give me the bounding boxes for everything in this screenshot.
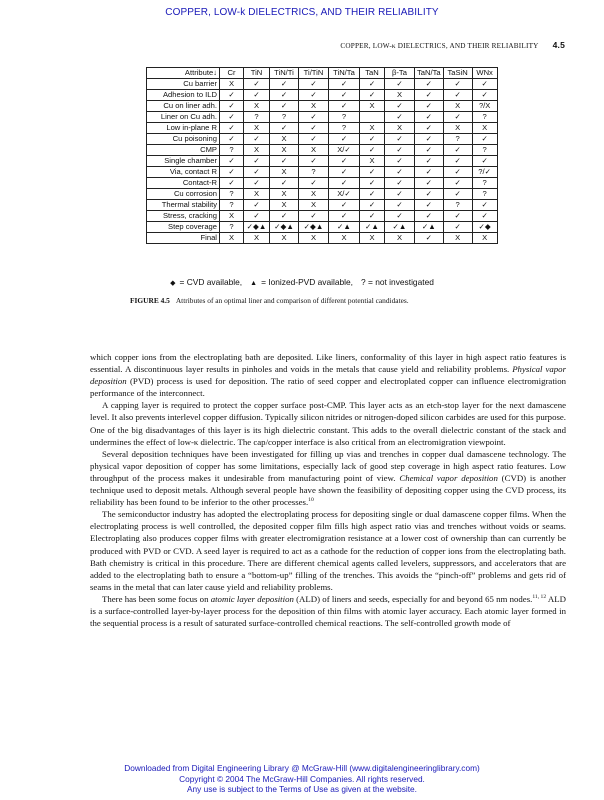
table-cell: ✓ [299,79,329,90]
table-cell: ✓ [299,178,329,189]
table-cell: ✓ [385,167,415,178]
table-row [147,90,498,101]
table-cell: X/✓ [329,145,360,156]
table-cell: ✓ [270,79,299,90]
table-cell: ✓ [443,156,472,167]
attribute-label: Cu barrier [147,79,220,90]
table-cell: ✓ [443,222,472,233]
body-text [90,351,566,629]
table-cell: ? [220,222,244,233]
table-cell: X [385,233,415,244]
table-cell: ✓ [244,167,270,178]
table-cell: X [244,189,270,200]
table-cell: ✓ [220,156,244,167]
table-cell: ✓ [329,134,360,145]
table-cell: ✓ [270,156,299,167]
figure-label: FIGURE 4.5 [130,296,170,305]
attribute-label: Final [147,233,220,244]
paragraph: There has been some focus on atomic layer deposition (ALD) of liners and seeds, especially for and beyond 65 nm nodes.$^{11, 12}$ ALD is a surface-controlled layer-by-layer process for the deposition of thin films with atomic layer accuracy. Each atomic layer formed in the sequential process is a result of saturated surface-controlled chemical reactions. The self-controlled growth mode of [90,593,566,629]
table-cell: ?/✓ [472,167,497,178]
table-row [147,156,498,167]
table-cell: ? [329,112,360,123]
table-cell: X [299,101,329,112]
table-cell: ✓ [270,123,299,134]
table-body [147,79,498,244]
table-cell: X [472,123,497,134]
table-cell: X [329,233,360,244]
footer-copyright-line: Copyright © 2004 The McGraw-Hill Companies. All rights reserved. [179,773,425,784]
download-footer [0,763,604,794]
table-cell: ✓ [220,112,244,123]
table-header-row [147,68,498,79]
table-cell: ✓ [415,134,444,145]
table-header-cell: TiN/Ta [329,68,360,79]
footer-source-line[interactable]: Downloaded from Digital Engineering Library @ McGraw-Hill (www.digitalengineeringlibrary.com) [124,763,480,774]
table-row [147,189,498,200]
attribute-label: Low in-plane R [147,123,220,134]
table-cell: ✓ [270,178,299,189]
table-cell: ✓◆▲ [299,222,329,233]
reference-marker: 10 [308,497,314,504]
table-row [147,145,498,156]
table-cell: ✓ [443,189,472,200]
attribute-label: Cu corrosion [147,189,220,200]
table-cell: ✓ [443,112,472,123]
table-header-cell: TiN/Ti [270,68,299,79]
table-cell: X [299,200,329,211]
table-cell: ? [270,112,299,123]
diamond-icon: ◆ [170,280,176,287]
table-cell: ✓ [299,211,329,222]
page-number: 4.5 [552,40,565,50]
table-row [147,233,498,244]
table-cell: ✓ [443,90,472,101]
table-cell: ✓▲ [329,222,360,233]
attribute-label: Liner on Cu adh. [147,112,220,123]
table-cell: ✓ [385,211,415,222]
term-cvd: Chemical vapor deposition [399,472,498,483]
table-cell: ✓ [244,90,270,101]
attribute-label: Thermal stability [147,200,220,211]
table-cell: ✓ [244,200,270,211]
table-cell: X [299,145,329,156]
table-cell: ✓ [329,156,360,167]
table-header-cell: TaN [360,68,385,79]
table-cell: ✓ [385,145,415,156]
table-cell: ? [472,145,497,156]
attribute-label: Via, contact R [147,167,220,178]
paragraph: Several deposition techniques have been investigated for filling up vias and trenches in copper dual damascene technology. The physical vapor deposition of copper has some limitations, especially lack of good step coverage in high aspect ratio features. Low throughput of the process makes it undesirable from manufacturing point of view. Chemical vapor deposition (CVD) is another technique used to deposit metals. Although several people have shown the feasibility of depositing copper using the CVD process, its reliability has been found to be inferior to the other processes.$^{10}$ [90,448,566,508]
table-cell: ✓ [360,145,385,156]
paragraph: The semiconductor industry has adopted the electroplating process for depositing single or dual damascene copper films. When the electroplating process is well controlled, the deposited copper film fills high aspect ratio vias and trenches without voids or seams. Electroplating also produces copper films with greater electromigration resistance at a lower cost of ownership than can currently be produced with PVD or CVD. A seed layer is required to act as a cathode for the reduction of copper ions from the electroplating bath. Bath chemistry is critical in this procedure. There are different chemical agents called levelers, suppressors, and accelerators that are added to the electroplating bath to ensure a “bottom-up” filling of the trenches. This avoids the “pinch-off” problems and gets rid of seams in the metal that can later cause yield and reliability problems. [90,509,566,592]
table-cell: X [360,156,385,167]
table-cell: ? [443,200,472,211]
table-cell: ✓◆▲ [270,222,299,233]
table-cell: ✓ [385,101,415,112]
table-header-cell: Attribute↓ [147,68,220,79]
table-cell: X [270,167,299,178]
table-cell: ? [443,134,472,145]
table-cell: ✓ [329,178,360,189]
table-cell: ✓ [244,134,270,145]
table-cell: X [270,189,299,200]
table-cell: ✓ [415,211,444,222]
table-cell: X [360,123,385,134]
table-cell: X [270,200,299,211]
table-cell: ✓ [385,156,415,167]
table-cell: X [443,123,472,134]
attribute-label: Adhesion to ILD [147,90,220,101]
table-cell: ✓ [415,156,444,167]
table-cell: ✓ [472,156,497,167]
table-cell: ✓ [385,112,415,123]
table-cell: ✓ [329,200,360,211]
table-cell: ✓ [244,156,270,167]
table-header-cell: TaN/Ta [415,68,444,79]
table-cell: X [472,233,497,244]
table-row [147,123,498,134]
table-cell: ✓ [329,79,360,90]
table-cell: ✓ [360,211,385,222]
table-cell: X [443,101,472,112]
table-cell: X [220,211,244,222]
table-cell: ?/X [472,101,497,112]
table-cell: X [244,101,270,112]
table-cell: ✓ [415,178,444,189]
table-cell: ✓ [472,79,497,90]
table-cell: X [385,123,415,134]
term-ald: atomic layer deposition [210,593,294,604]
table-cell: ✓ [299,112,329,123]
table-cell: ✓ [244,79,270,90]
table-cell: ✓ [220,90,244,101]
table-header-cell: WNx [472,68,497,79]
table-cell: ✓ [415,123,444,134]
table-row [147,101,498,112]
table-cell: X [270,134,299,145]
table-row [147,112,498,123]
table-cell: ? [472,178,497,189]
top-banner: COPPER, LOW-k DIELECTRICS, AND THEIR RELIABILITY [165,7,439,18]
attribute-label: CMP [147,145,220,156]
running-head-title: COPPER, LOW-κ DIELECTRICS, AND THEIR RELIABILITY [340,42,539,50]
table-cell: ✓ [360,200,385,211]
paragraph: which copper ions from the electroplating bath are deposited. Like liners, conformality of this layer in high aspect ratio features is essential. A discontinuous layer results in pinholes and voids in the metals that cause yield and reliability problems. Physical vapor deposition (PVD) process is used for deposition. The ratio of seed copper and electroplated copper can influence electromigration performance of the interconnect. [90,352,566,399]
table-cell: X [360,233,385,244]
table-cell: X [443,233,472,244]
table-cell: ✓ [385,189,415,200]
legend-not-investigated: ? = not investigated [361,277,434,287]
table-cell: ✓ [472,211,497,222]
table-cell: ✓ [415,79,444,90]
table-cell: ✓ [299,90,329,101]
table-header-cell: Ti/TiN [299,68,329,79]
table-header-cell: Cr [220,68,244,79]
table-header-cell: β-Ta [385,68,415,79]
table-cell: ✓ [360,90,385,101]
table-cell: ✓ [385,79,415,90]
footer-terms-line[interactable]: Any use is subject to the Terms of Use as given at the website. [187,783,417,794]
table-cell: ? [220,200,244,211]
table-row [147,134,498,145]
table-cell: ✓ [415,233,444,244]
table-cell: ? [244,112,270,123]
legend-cvd: = CVD available, [179,277,243,287]
table-row [147,200,498,211]
table-cell: ✓ [443,178,472,189]
triangle-icon: ▲ [250,280,258,287]
table-cell: ✓▲ [360,222,385,233]
table-cell: ? [472,189,497,200]
table-cell: ✓ [329,167,360,178]
legend-ipvd: = Ionized-PVD available, [261,277,354,287]
attribute-label: Contact-R [147,178,220,189]
table-cell: X [244,233,270,244]
table-cell: ✓ [385,200,415,211]
paragraph: A capping layer is required to protect the copper surface post-CMP. This layer acts as an etch-stop layer for the next damascene level. It also prevents interlevel copper diffusion. Typically silicon nitrides or nitrogen-doped silicon carbides are used for this purpose. One of the big disadvantages of this layer is its high dielectric constant. This adds to the overall dielectric constant of the stack and undermines the effect of low-κ dielectric. The cap/copper interface is also critical from an electromigration viewpoint. [90,400,566,447]
table-cell: X [244,145,270,156]
table-cell: ✓ [415,200,444,211]
table-cell: ✓ [443,167,472,178]
table-cell: ✓ [360,178,385,189]
term-pvd: Physical vapor deposition [90,364,566,387]
table-cell: ✓ [385,178,415,189]
table-cell: ✓ [360,79,385,90]
table-cell: ✓ [220,101,244,112]
table-cell: X [299,189,329,200]
table-cell: ✓▲ [415,222,444,233]
table-cell: X [244,123,270,134]
table-cell: ✓◆ [472,222,497,233]
table-cell: ✓ [472,200,497,211]
table-cell: X [385,90,415,101]
table-row [147,222,498,233]
table-cell: ✓ [443,211,472,222]
table-cell: X [270,233,299,244]
table-row [147,211,498,222]
table-cell: ✓ [443,145,472,156]
liner-attributes-table [146,67,498,244]
table-cell: ✓ [220,167,244,178]
table-cell: ✓ [415,101,444,112]
table-cell: ✓▲ [385,222,415,233]
table-cell: ✓ [415,189,444,200]
table-cell: ✓ [360,189,385,200]
table-cell: ✓ [299,156,329,167]
table-cell: ✓ [443,79,472,90]
table-row [147,79,498,90]
table-cell: ✓ [360,134,385,145]
table-cell: ? [299,167,329,178]
table-cell: ✓ [244,211,270,222]
table-cell: ✓ [385,134,415,145]
table-cell: ✓ [360,167,385,178]
figure-caption [130,296,409,305]
attribute-label: Cu poisoning [147,134,220,145]
table-cell: ✓◆▲ [244,222,270,233]
table-cell: X [270,145,299,156]
table-cell: ? [472,112,497,123]
attribute-label: Cu on liner adh. [147,101,220,112]
table-cell: X [360,101,385,112]
figure-caption-text: Attributes of an optimal liner and comparison of different potential candidates. [175,296,409,305]
table-cell: ✓ [220,178,244,189]
table-cell: ✓ [220,134,244,145]
table-cell: ✓ [220,123,244,134]
table-cell: ✓ [270,101,299,112]
table-cell: ✓ [270,90,299,101]
table-cell: ✓ [472,90,497,101]
table-cell: X [220,233,244,244]
table-cell: ✓ [415,90,444,101]
table-cell: X [299,233,329,244]
table-cell: ✓ [472,134,497,145]
table-cell: ✓ [270,211,299,222]
attribute-label: Single chamber [147,156,220,167]
table-cell: ✓ [415,145,444,156]
table-cell: ✓ [244,178,270,189]
table-row [147,167,498,178]
table-cell: ? [329,123,360,134]
table-legend [0,277,604,287]
table-cell: ✓ [329,90,360,101]
table-cell: X/✓ [329,189,360,200]
table-cell: ✓ [415,112,444,123]
table-cell: ? [220,145,244,156]
table-header-cell: TiN [244,68,270,79]
running-head [340,40,565,50]
table-cell: ? [220,189,244,200]
attribute-label: Stress, cracking [147,211,220,222]
table-cell: ✓ [329,101,360,112]
table-cell [360,112,385,123]
table-header-cell: TaSiN [443,68,472,79]
table-cell: X [220,79,244,90]
attribute-label: Step coverage [147,222,220,233]
reference-marker: 11, 12 [532,593,547,600]
table-cell: ✓ [299,134,329,145]
table-cell: ✓ [329,211,360,222]
table-cell: ✓ [415,167,444,178]
table-row [147,178,498,189]
table-cell: ✓ [299,123,329,134]
